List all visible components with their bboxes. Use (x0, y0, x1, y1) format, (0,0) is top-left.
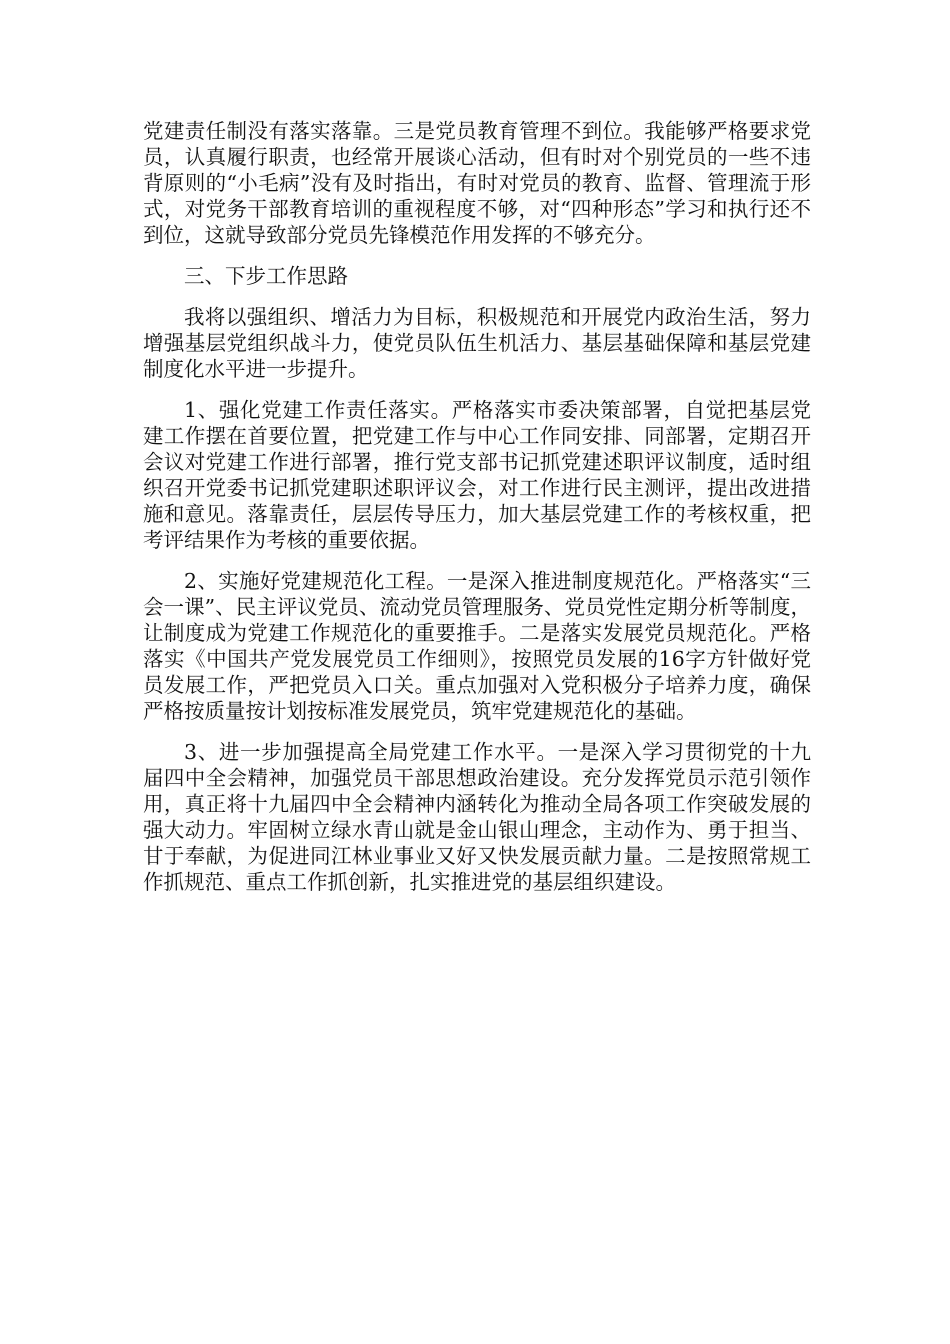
paragraph-item-2: 2、实施好党建规范化工程。一是深入推进制度规范化。严格落实“三会一课”、民主评议党员、流动党员管理服务、党员党性定期分析等制度，让制度成为党建工作规范化的重要推手。二是落实发展党员规范化。严格落实《中国共产党发展党员工作细则》，按照党员发展的16字方针做好党员发展工作，严把党员入口关。重点加强对入党积极分子培养力度，确保严格按质量按计划按标准发展党员，筑牢党建规范化的基础。 (143, 569, 811, 723)
paragraph-item-1: 1、强化党建工作责任落实。严格落实市委决策部署，自觉把基层党建工作摆在首要位置，把党建工作与中心工作同安排、同部署，定期召开会议对党建工作进行部署，推行党支部书记抓党建述职评议制度，适时组织召开党委书记抓党建职述职评议会，对工作进行民主测评，提出改进措施和意见。落靠责任，层层传导压力，加大基层党建工作的考核权重，把考评结果作为考核的重要依据。 (143, 398, 811, 552)
document-body (143, 118, 811, 910)
paragraph-intro: 我将以强组织、增活力为目标，积极规范和开展党内政治生活，努力增强基层党组织战斗力，使党员队伍生机活力、基层基础保障和基层党建制度化水平进一步提升。 (143, 305, 811, 381)
section-heading: 三、下步工作思路 (184, 264, 348, 288)
paragraph-item-3: 3、进一步加强提高全局党建工作水平。一是深入学习贯彻党的十九届四中全会精神，加强党员干部思想政治建设。充分发挥党员示范引领作用，真正将十九届四中全会精神内涵转化为推动全局各项工作突破发展的强大动力。牢固树立绿水青山就是金山银山理念，主动作为、勇于担当、甘于奉献，为促进同江林业事业又好又快发展贡献力量。二是按照常规工作抓规范、重点工作抓创新，扎实推进党的基层组织建设。 (143, 740, 811, 894)
paragraph-continuation: 党建责任制没有落实落靠。三是党员教育管理不到位。我能够严格要求党员，认真履行职责，也经常开展谈心活动，但有时对个别党员的一些不违背原则的“小毛病”没有及时指出，有时对党员的教育、监督、管理流于形式，对党务干部教育培训的重视程度不够，对“四种形态”学习和执行还不到位，这就导致部分党员先锋模范作用发挥的不够充分。 (143, 119, 811, 247)
